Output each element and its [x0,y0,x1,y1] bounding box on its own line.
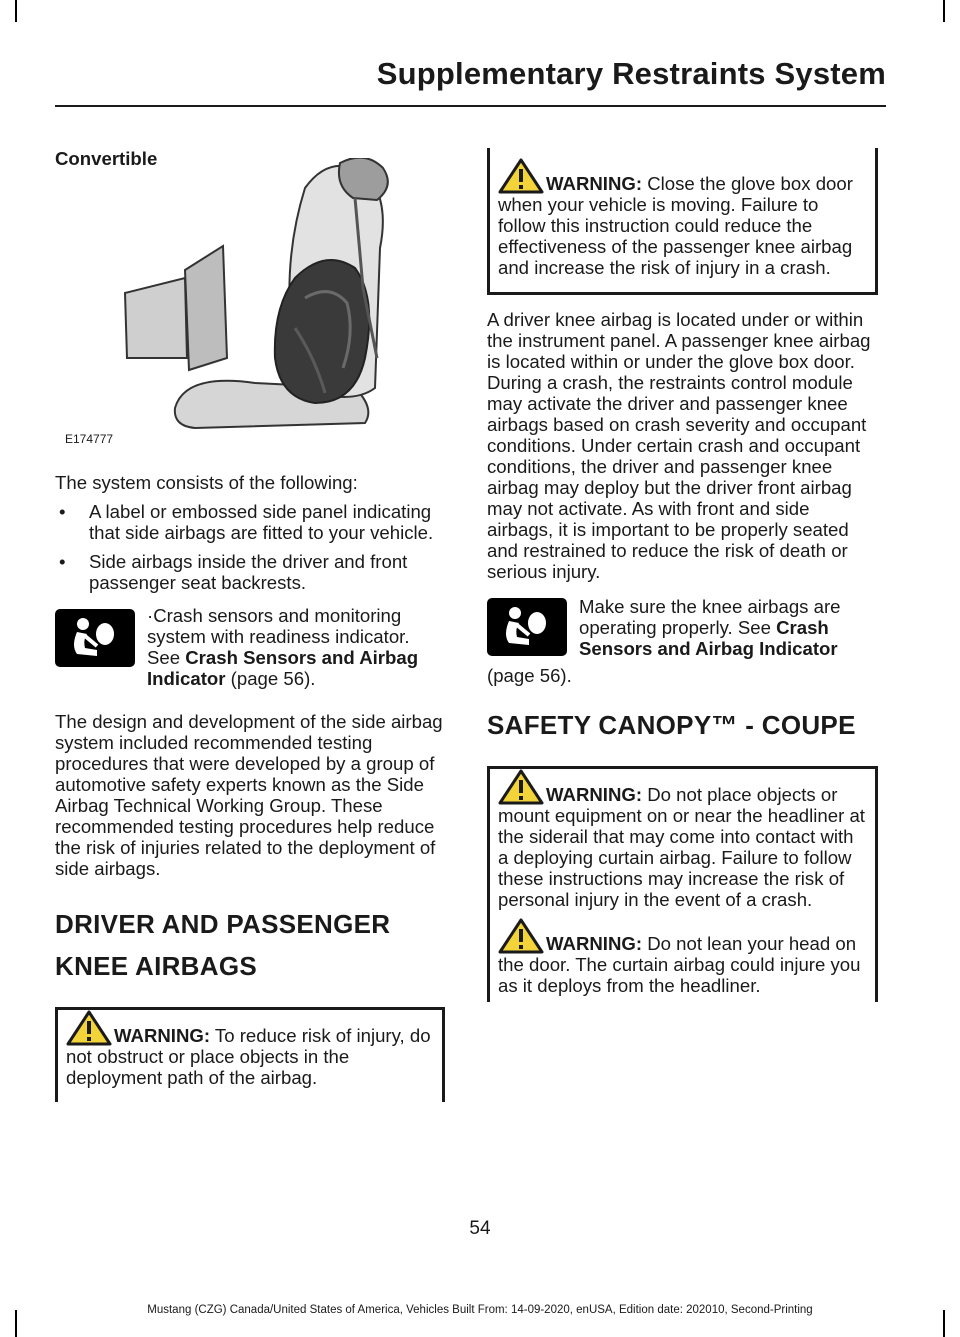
warning-glovebox: WARNING: Close the glove box door when your vehicle is moving. Failure to follow this instruction could reduce the effectiveness of the passenger knee airbag and increase the risk of injury in a crash. [487,148,878,295]
crash-sensor-para: ·Crash sensors and monitoring system with readiness indicator. See Crash Sensors and Airbag Indicator (page 56). [55,605,445,689]
left-column [55,138,445,1102]
safety-canopy-heading: SAFETY CANOPY™ - COUPE [487,710,856,740]
header-rule [55,105,886,107]
edition-footer: Mustang (CZG) Canada/United States of America, Vehicles Built From: 14-09-2020, enUSA, Edition date: 202010, Second-Printing [147,1304,813,1316]
crop-mark [943,0,945,22]
warning-icon [66,1010,112,1046]
system-components-list [55,501,445,593]
bullet: • [59,501,66,522]
warning-icon [498,769,544,805]
system-intro: The system consists of the following: [55,472,358,493]
design-para: The design and development of the side airbag system included recommended testing procedures that were developed by a group of automotive safety experts known as the Side Airbag Technical Working Group. These recommended testing procedures help reduce the risk of injuries related to the deployment of side airbags. [55,711,443,879]
seat-airbag-illustration [115,158,445,448]
warning-icon [498,918,544,954]
warning-headliner: WARNING: Do not place objects or mount equipment on or near the headliner at the siderail that may come into contact with a deploying curtain airbag. Failure to follow these instructions may increase the risk of personal injury in the event of a crash. WARNING: Do not lean your head on the door. The curtain airbag could injure you as it deploys from the headliner. [487,766,878,1002]
airbag-indicator-icon [55,609,135,667]
knee-airbags-heading: DRIVER AND PASSENGER KNEE AIRBAGS [55,909,391,981]
list-item: • A label or embossed side panel indicating that side airbags are fitted to your vehicle. [59,501,434,543]
knee-airbag-para: A driver knee airbag is located under or within the instrument panel. A passenger knee airbag is located within or under the glove box door. During a crash, the restraints control module may activate the driver and passenger knee airbags based on crash severity and occupant conditions. Under certain crash and occupant conditions, the driver and passenger knee airbag may deploy but the driver front airbag may not activate. As with front and side airbags, it is important to be properly seated and restrained to reduce the risk of death or serious injury. [487,309,871,582]
airbag-indicator-icon [487,598,567,656]
convertible-label: Convertible [55,148,158,169]
page-number: 54 [469,1218,491,1239]
crop-mark [15,0,17,22]
crash-sensors-link[interactable]: Crash Sensors and Airbag Indicator [579,617,838,659]
warning-icon [498,158,544,194]
crash-sensors-link[interactable]: Crash Sensors and Airbag Indicator [147,647,419,689]
figure-code: E174777 [65,432,114,446]
bullet: • [59,551,66,572]
page-title: Supplementary Restraints System [376,56,886,91]
knee-airbag-check-para: Make sure the knee airbags are operating properly. See Crash Sensors and Airbag Indicator (page 56). [487,596,841,686]
right-column [487,148,878,1002]
warning-obstruct: WARNING: To reduce risk of injury, do not obstruct or place objects in the deployment path of the airbag. [55,1007,445,1102]
seat-airbag-figure [55,158,445,450]
list-item: • Side airbags inside the driver and front passenger seat backrests. [59,551,408,593]
